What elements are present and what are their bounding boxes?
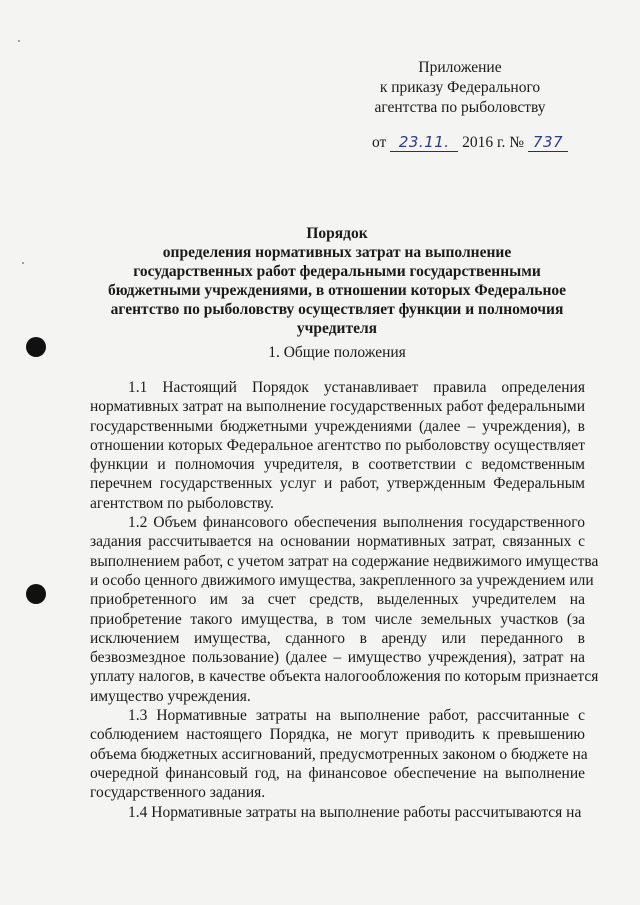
paragraph-line: объема бюджетных ассигнований, предусмотренных законом о бюджете на: [90, 745, 588, 763]
paragraph-line: уплату налогов, в качестве объекта налогообложения по которым признается: [90, 668, 599, 686]
paragraph: [90, 378, 585, 513]
paragraph-line: агентством по рыболовству.: [90, 494, 274, 512]
title-line: государственных работ федеральными государственными: [133, 263, 541, 280]
order-reference: [372, 133, 568, 153]
punch-hole-bottom: [26, 584, 46, 604]
paragraph-line: государственными бюджетными учреждениями (далее – учреждения), в: [90, 417, 585, 435]
title-line: Порядок: [306, 225, 368, 242]
title-line: определения нормативных затрат на выполнение: [162, 244, 512, 261]
paragraph-line: 1.1 Настоящий Порядок устанавливает правила определения: [128, 379, 585, 396]
appendix-line: Приложение: [418, 59, 502, 76]
paragraph-line: очередной финансовый год, на финансовое обеспечение на выполнение: [90, 764, 585, 782]
title-line: агентство по рыболовству осуществляет функции и полномочия: [110, 301, 564, 318]
paragraph-line: 1.3 Нормативные затраты на выполнение работ, рассчитанные с: [128, 707, 585, 725]
paragraph: [90, 706, 588, 802]
scan-speck: [22, 262, 24, 264]
punch-hole-top: [26, 337, 46, 357]
title-line: учредителя: [296, 320, 378, 337]
paragraph-line: нормативных затрат на выполнение государственных работ федеральными: [90, 398, 585, 416]
section-heading: 1. Общие положения: [268, 344, 406, 361]
order-year-text: 2016 г. №: [462, 134, 525, 151]
paragraph-line: государственного задания.: [90, 784, 266, 802]
order-date-handwritten: 23.11.: [398, 133, 450, 151]
order-prefix: от: [372, 134, 387, 151]
paragraph-line: приобретенного им за счет средств, выделенных учредителем на: [90, 591, 585, 609]
document-title: [90, 224, 584, 338]
appendix-header: [340, 58, 580, 118]
paragraph-line: задания рассчитывается на основании нормативных затрат, связанных с: [90, 533, 585, 551]
order-date-field: [390, 134, 458, 152]
paragraph-line: функции и полномочия учредителя, в соответствии с ведомственным: [90, 456, 585, 474]
order-number-field: [528, 134, 568, 152]
title-line: бюджетными учреждениями, в отношении которых Федеральное: [107, 282, 567, 299]
paragraph-line: исключением имущества, сданного в аренду или переданного в: [90, 629, 585, 647]
paragraph-line: перечнем государственных услуг и работ, утвержденным Федеральным: [90, 475, 585, 493]
paragraph-line: имущество учреждения.: [90, 687, 251, 705]
appendix-line: к приказу Федерального: [379, 79, 541, 96]
scan-speck: [18, 40, 20, 42]
appendix-line: агентства по рыболовству: [374, 99, 546, 116]
paragraph: [90, 513, 599, 706]
paragraph-line: 1.2 Объем финансового обеспечения выполнения государственного: [128, 514, 585, 532]
paragraph: [90, 803, 585, 822]
document-body: [90, 378, 599, 822]
order-number-handwritten: 737: [532, 133, 564, 151]
paragraph-line: приобретение такого имущества, в том числе земельных участков (за: [90, 610, 585, 628]
paragraph-line: отношении которых Федеральное агентство по рыболовству осуществляет: [90, 436, 585, 454]
paragraph-line: и особо ценного движимого имущества, закрепленного за учреждением или: [90, 571, 594, 589]
paragraph-line: безвозмездное пользование) (далее – имущество учреждения), затрат на: [90, 649, 585, 667]
paragraph-line: выполнением работ, с учетом затрат на содержание недвижимого имущества: [90, 552, 599, 570]
paragraph-line: соблюдением настоящего Порядка, не могут приводить к превышению: [90, 726, 585, 744]
paragraph-line: 1.4 Нормативные затраты на выполнение работы рассчитываются на: [128, 803, 582, 821]
